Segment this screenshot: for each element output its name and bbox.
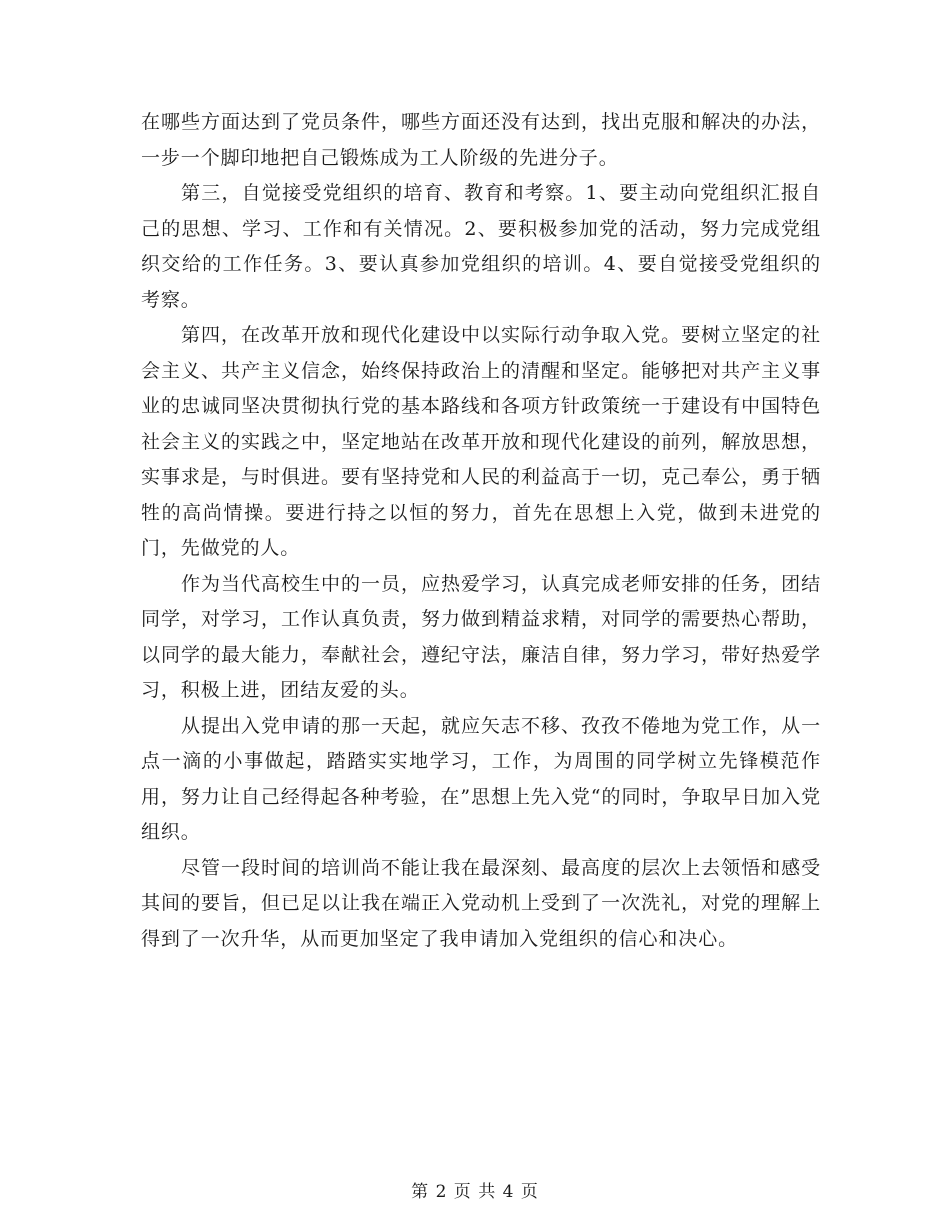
paragraph-student-role: 作为当代高校生中的一员，应热爱学习，认真完成老师安排的任务，团结同学，对学习，工作认真负责，努力做到精益求精，对同学的需要热心帮助，以同学的最大能力，奉献社会，遵纪守法，廉洁自律，努力学习，带好热爱学习，积极上进，团结友爱的头。 xyxy=(141,572,821,701)
document-body xyxy=(141,105,821,957)
paragraph-continuation: 在哪些方面达到了党员条件，哪些方面还没有达到，找出克服和解决的办法，一步一个脚印地把自己锻炼成为工人阶级的先进分子。 xyxy=(141,111,821,169)
paragraph-third-point: 第三，自觉接受党组织的培育、教育和考察。1、要主动向党组织汇报自己的思想、学习、工作和有关情况。2、要积极参加党的活动，努力完成党组织交给的工作任务。3、要认真参加党组织的培训。4、要自觉接受党组织的考察。 xyxy=(141,182,821,311)
page-number-footer: 第 2 页 共 4 页 xyxy=(411,1182,539,1202)
paragraph-from-application-day: 从提出入党申请的那一天起，就应矢志不移、孜孜不倦地为党工作，从一点一滴的小事做起，踏踏实实地学习，工作，为周围的同学树立先锋模范作用，努力让自己经得起各种考验，在”思想上先入党“的同时，争取早日加入党组织。 xyxy=(141,714,821,843)
paragraph-fourth-point: 第四，在改革开放和现代化建设中以实际行动争取入党。要树立坚定的社会主义、共产主义信念，始终保持政治上的清醒和坚定。能够把对共产主义事业的忠诚同坚决贯彻执行党的基本路线和各项方针政策统一于建设有中国特色社会主义的实践之中，坚定地站在改革开放和现代化建设的前列，解放思想，实事求是，与时俱进。要有坚持党和人民的利益高于一切，克己奉公，勇于牺牲的高尚情操。要进行持之以恒的努力，首先在思想上入党，做到未进党的门，先做党的人。 xyxy=(141,324,821,559)
paragraph-conclusion: 尽管一段时间的培训尚不能让我在最深刻、最高度的层次上去领悟和感受其间的要旨，但已足以让我在端正入党动机上受到了一次洗礼，对党的理解上得到了一次升华，从而更加坚定了我申请加入党组织的信心和决心。 xyxy=(141,856,821,950)
